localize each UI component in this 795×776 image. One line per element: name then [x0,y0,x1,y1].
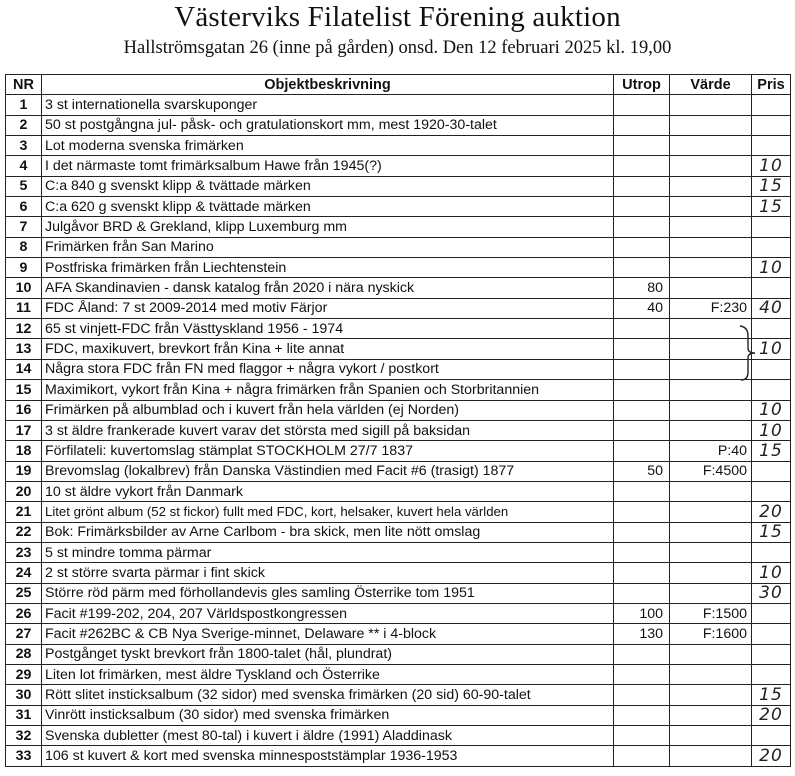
lot-sold-price: 10 [752,420,791,440]
lot-description: Postgånget tyskt brevkort från 1800-talet (hål, plundrat) [42,644,614,664]
lot-catalog-value [670,176,752,196]
table-row [6,400,791,420]
lot-number: 29 [6,664,42,684]
lot-description: Större röd pärm med förhollandevis gles samling Österrike tom 1951 [42,583,614,603]
lot-description: Litet grönt album (52 st fickor) fullt med FDC, kort, helsaker, kuvert hela världen [42,502,614,522]
lot-description: 106 st kuvert & kort med svenska minnespoststämplar 1936-1953 [42,746,614,766]
lot-sold-price [752,664,791,684]
lot-description: Vinrött insticksalbum (30 sidor) med svenska frimärken [42,705,614,725]
lot-starting-price [614,237,670,257]
lot-number: 19 [6,461,42,481]
lot-description: Bok: Frimärksbilder av Arne Carlbom - bra skick, men lite nött omslag [42,522,614,542]
lot-description: Förfilateli: kuvertomslag stämplat STOCKHOLM 27/7 1837 [42,441,614,461]
lot-description: Maximikort, vykort från Kina + några frimärken från Spanien och Storbritannien [42,380,614,400]
handwritten-brace-mark [738,322,788,384]
lot-number: 15 [6,380,42,400]
lot-starting-price [614,420,670,440]
lot-number: 32 [6,726,42,746]
lot-sold-price: 20 [752,746,791,766]
lot-description: Postfriska frimärken från Liechtenstein [42,258,614,278]
table-row [6,685,791,705]
lot-catalog-value [670,156,752,176]
lot-sold-price: 10 [752,400,791,420]
table-row [6,502,791,522]
lot-number: 10 [6,278,42,298]
table-header-row [6,75,791,95]
lot-number: 8 [6,237,42,257]
table-row [6,461,791,481]
lot-description: FDC Åland: 7 st 2009-2014 med motiv Färjor [42,298,614,318]
lot-sold-price: 10 [752,563,791,583]
lot-description: 10 st äldre vykort från Danmark [42,481,614,501]
lot-starting-price [614,136,670,156]
table-row [6,624,791,644]
table-row [6,319,791,339]
lot-catalog-value [670,400,752,420]
lot-sold-price: 20 [752,502,791,522]
lot-starting-price: 80 [614,278,670,298]
lot-description: AFA Skandinavien - dansk katalog från 2020 i nära nyskick [42,278,614,298]
lot-description: Brevomslag (lokalbrev) från Danska Västindien med Facit #6 (trasigt) 1877 [42,461,614,481]
lot-starting-price [614,644,670,664]
lot-sold-price [752,542,791,562]
page-subtitle: Hallströmsgatan 26 (inne på gården) onsd. Den 12 februari 2025 kl. 19,00 [123,38,672,58]
lot-starting-price: 40 [614,298,670,318]
lot-number: 6 [6,197,42,217]
lot-number: 33 [6,746,42,766]
lot-catalog-value [670,95,752,115]
lot-catalog-value [670,278,752,298]
lot-sold-price [752,624,791,644]
lot-starting-price [614,481,670,501]
lot-description: Svenska dubletter (mest 80-tal) i kuvert i äldre (1991) Aladdinask [42,726,614,746]
lot-description: 50 st postgångna jul- påsk- och gratulationskort mm, mest 1920-30-talet [42,115,614,135]
lot-sold-price: 10 [752,156,791,176]
table-row [6,156,791,176]
lot-number: 12 [6,319,42,339]
lot-number: 21 [6,502,42,522]
lot-sold-price: 10 [752,339,791,359]
lot-number: 13 [6,339,42,359]
table-row [6,339,791,359]
column-header-description: Objektbeskrivning [42,75,614,95]
lot-starting-price [614,685,670,705]
lot-catalog-value [670,217,752,237]
lot-description: 5 st mindre tomma pärmar [42,542,614,562]
lot-starting-price: 50 [614,461,670,481]
lot-starting-price [614,441,670,461]
lot-starting-price [614,115,670,135]
lot-number: 11 [6,298,42,318]
lot-catalog-value [670,258,752,278]
table-row [6,563,791,583]
table-row [6,644,791,664]
lot-sold-price [752,237,791,257]
table-row [6,217,791,237]
lot-catalog-value [670,522,752,542]
lot-sold-price: 30 [752,583,791,603]
lot-sold-price [752,481,791,501]
lot-number: 23 [6,542,42,562]
lot-catalog-value [670,746,752,766]
lot-description: C:a 840 g svenskt klipp & tvättade märken [42,176,614,196]
table-row [6,237,791,257]
column-header-utrop: Utrop [614,75,670,95]
lot-number: 14 [6,359,42,379]
lot-starting-price [614,502,670,522]
lot-sold-price [752,95,791,115]
table-row [6,197,791,217]
lot-sold-price [752,115,791,135]
lot-number: 5 [6,176,42,196]
lot-starting-price [614,542,670,562]
table-row [6,746,791,766]
page-title: Västerviks Filatelist Förening auktion [174,1,621,33]
lot-description: FDC, maxikuvert, brevkort från Kina + lite annat [42,339,614,359]
table-row [6,278,791,298]
lot-sold-price: 15 [752,197,791,217]
table-row [6,136,791,156]
lot-description: 3 st internationella svarskuponger [42,95,614,115]
table-row [6,481,791,501]
lot-sold-price: 15 [752,441,791,461]
table-row [6,258,791,278]
lot-catalog-value: P:40 [670,441,752,461]
table-row [6,705,791,725]
lot-starting-price [614,583,670,603]
lot-description: 65 st vinjett-FDC från Västtyskland 1956 - 1974 [42,319,614,339]
lot-number: 2 [6,115,42,135]
lot-description: I det närmaste tomt frimärksalbum Hawe från 1945(?) [42,156,614,176]
lot-catalog-value: F:230 [670,298,752,318]
table-row [6,298,791,318]
lot-number: 28 [6,644,42,664]
lot-description: Facit #262BC & CB Nya Sverige-minnet, Delaware ** i 4-block [42,624,614,644]
lot-starting-price [614,156,670,176]
lot-catalog-value: F:1500 [670,603,752,623]
lot-description: Lot moderna svenska frimärken [42,136,614,156]
lot-starting-price [614,522,670,542]
lot-sold-price: 10 [752,258,791,278]
lot-number: 30 [6,685,42,705]
lot-number: 17 [6,420,42,440]
lot-starting-price [614,400,670,420]
table-row [6,726,791,746]
lot-description: C:a 620 g svenskt klipp & tvättade märken [42,197,614,217]
lot-starting-price: 100 [614,603,670,623]
lot-number: 20 [6,481,42,501]
lot-sold-price [752,278,791,298]
lot-sold-price: 15 [752,522,791,542]
lot-starting-price [614,563,670,583]
table-row [6,441,791,461]
lot-starting-price: 130 [614,624,670,644]
lot-description: Några stora FDC från FN med flaggor + några vykort / postkort [42,359,614,379]
lot-number: 9 [6,258,42,278]
lot-starting-price [614,258,670,278]
lot-sold-price [752,644,791,664]
lot-sold-price: 40 [752,298,791,318]
table-row [6,95,791,115]
lot-starting-price [614,95,670,115]
lot-starting-price [614,176,670,196]
lot-catalog-value [670,726,752,746]
lot-starting-price [614,746,670,766]
lot-starting-price [614,217,670,237]
column-header-varde: Värde [670,75,752,95]
lot-starting-price [614,339,670,359]
lot-description: 3 st äldre frankerade kuvert varav det största med sigill på baksidan [42,420,614,440]
lot-description: Rött slitet insticksalbum (32 sidor) med svenska frimärken (20 sid) 60-90-talet [42,685,614,705]
lot-description: Frimärken från San Marino [42,237,614,257]
lot-description: Facit #199-202, 204, 207 Världspostkongressen [42,603,614,623]
lot-number: 22 [6,522,42,542]
table-row [6,420,791,440]
table-row [6,583,791,603]
lot-sold-price [752,603,791,623]
lot-sold-price [752,136,791,156]
lot-catalog-value [670,542,752,562]
lot-catalog-value [670,705,752,725]
lot-number: 7 [6,217,42,237]
lot-description: Julgåvor BRD & Grekland, klipp Luxemburg mm [42,217,614,237]
lot-starting-price [614,319,670,339]
lot-number: 31 [6,705,42,725]
lot-catalog-value [670,420,752,440]
table-row [6,522,791,542]
lot-sold-price [752,461,791,481]
table-row [6,380,791,400]
lot-catalog-value [670,664,752,684]
lot-catalog-value [670,644,752,664]
lot-catalog-value: F:1600 [670,624,752,644]
lot-number: 3 [6,136,42,156]
lot-starting-price [614,664,670,684]
lot-catalog-value [670,685,752,705]
lot-description: Frimärken på albumblad och i kuvert från hela världen (ej Norden) [42,400,614,420]
lot-starting-price [614,197,670,217]
lot-number: 26 [6,603,42,623]
lot-catalog-value [670,136,752,156]
lot-sold-price [752,217,791,237]
auction-table [5,74,791,767]
lot-number: 18 [6,441,42,461]
table-row [6,542,791,562]
lot-catalog-value [670,502,752,522]
lot-sold-price: 15 [752,176,791,196]
column-header-pris: Pris [752,75,791,95]
lot-number: 27 [6,624,42,644]
table-row [6,176,791,196]
lot-description: Liten lot frimärken, mest äldre Tyskland och Österrike [42,664,614,684]
lot-starting-price [614,705,670,725]
lot-description: 2 st större svarta pärmar i fint skick [42,563,614,583]
lot-number: 25 [6,583,42,603]
lot-catalog-value [670,583,752,603]
lot-catalog-value: F:4500 [670,461,752,481]
table-row [6,359,791,379]
lot-number: 24 [6,563,42,583]
lot-sold-price [752,726,791,746]
lot-starting-price [614,359,670,379]
lot-catalog-value [670,237,752,257]
table-row [6,603,791,623]
lot-catalog-value [670,197,752,217]
lot-catalog-value [670,563,752,583]
table-row [6,115,791,135]
lot-sold-price: 15 [752,685,791,705]
lot-starting-price [614,380,670,400]
column-header-nr: NR [6,75,42,95]
lot-catalog-value [670,481,752,501]
lot-starting-price [614,726,670,746]
lot-number: 1 [6,95,42,115]
lot-number: 16 [6,400,42,420]
lot-catalog-value [670,115,752,135]
table-row [6,664,791,684]
lot-number: 4 [6,156,42,176]
lot-sold-price: 20 [752,705,791,725]
